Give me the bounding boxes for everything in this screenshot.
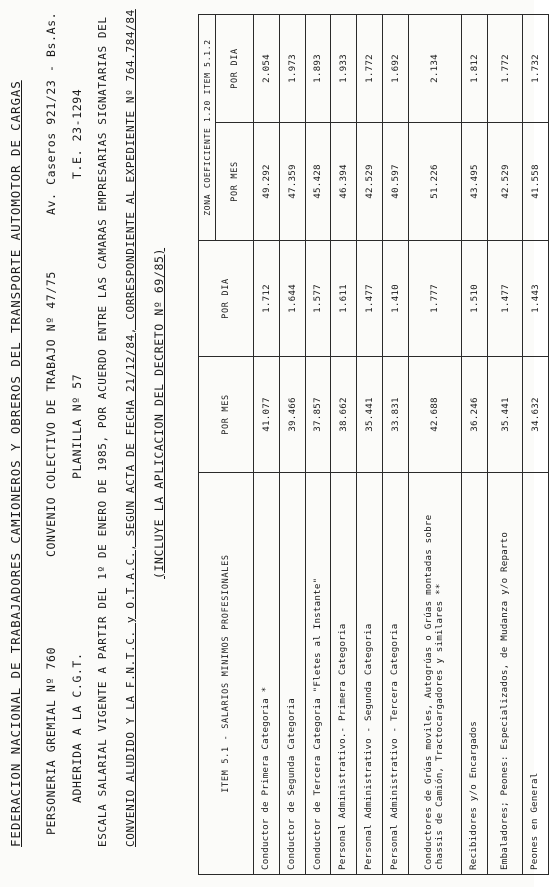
col-header-dia: POR DIA <box>199 241 254 357</box>
cell-zona-por-dia: 1.893 <box>305 15 331 123</box>
cell-zona-por-mes: 41.558 <box>523 123 549 241</box>
cell-por-dia: 1.611 <box>331 241 357 357</box>
table-row <box>488 15 523 875</box>
table-row <box>279 15 305 875</box>
cell-zona-por-dia: 1.692 <box>382 15 408 123</box>
cell-por-dia: 1.712 <box>254 241 280 357</box>
cell-por-dia: 1.443 <box>523 241 549 357</box>
cell-por-dia: 1.644 <box>279 241 305 357</box>
cell-zona-por-dia: 1.772 <box>488 15 523 123</box>
cell-por-mes: 42.688 <box>408 357 462 473</box>
row-label: Conductores de Grúas moviles, Autogrúas o Grúas montadas sobre chassis de Camión, Tractocargadores y similares ** <box>408 473 462 875</box>
row-label: Personal Administrativo - Tercera Categoria <box>382 473 408 875</box>
cell-zona-por-mes: 43.495 <box>462 123 488 241</box>
row-label: Recibidores y/o Encargados <box>462 473 488 875</box>
cell-zona-por-dia: 1.732 <box>523 15 549 123</box>
cell-por-dia: 1.777 <box>408 241 462 357</box>
cell-por-mes: 33.831 <box>382 357 408 473</box>
table-row <box>305 15 331 875</box>
cell-por-mes: 35.441 <box>357 357 383 473</box>
cell-por-dia: 1.510 <box>462 241 488 357</box>
cell-zona-por-mes: 42.529 <box>488 123 523 241</box>
row-label: Personal Administrativo.- Primera Categoria <box>331 473 357 875</box>
telephone-text: T.E. 23-1294 <box>70 88 84 179</box>
cell-zona-por-mes: 46.394 <box>331 123 357 241</box>
zone-header: ZONA COEFICIENTE 1.20 ITEM 5.1.2 <box>199 15 216 241</box>
table-body <box>254 15 549 875</box>
cell-por-mes: 41.077 <box>254 357 280 473</box>
federation-title: FEDERACION NACIONAL DE TRABAJADORES CAMIONEROS Y OBREROS DEL TRANSPORTE AUTOMOTOR DE CARGAS <box>8 80 23 847</box>
cell-por-mes: 37.857 <box>305 357 331 473</box>
cell-zona-por-dia: 1.772 <box>357 15 383 123</box>
adherida-text: ADHERIDA A LA C.G.T. <box>70 652 84 803</box>
cell-zona-por-mes: 40.597 <box>382 123 408 241</box>
cell-zona-por-mes: 45.428 <box>305 123 331 241</box>
convenio-aludido-text: CONVENIO ALUDIDO Y LA F.N.T.C. y O.T.A.C., SEGUN ACTA DE FECHA 21/12/84, CORRESPONDIENTE AL EXPEDIENTE Nº 764.784/84 <box>124 9 137 847</box>
address-text: Av. Caseros 921/23 - Bs.As. <box>44 11 58 215</box>
col-header-mes: POR MES <box>199 357 254 473</box>
salary-table <box>198 14 549 875</box>
cell-por-mes: 36.246 <box>462 357 488 473</box>
item-header: ITEM 5.1 - SALARIOS MINIMOS PROFESIONALES <box>199 473 254 875</box>
cell-por-dia: 1.410 <box>382 241 408 357</box>
row-label: Peones en General <box>523 473 549 875</box>
cell-zona-por-mes: 42.529 <box>357 123 383 241</box>
cell-por-mes: 39.466 <box>279 357 305 473</box>
cell-por-dia: 1.477 <box>357 241 383 357</box>
cell-por-mes: 35.441 <box>488 357 523 473</box>
table-row <box>408 15 462 875</box>
cell-zona-por-dia: 2.054 <box>254 15 280 123</box>
cell-zona-por-dia: 1.973 <box>279 15 305 123</box>
row-label: Personal Administrativo - Segunda Categoria <box>357 473 383 875</box>
table-header-row <box>199 15 216 875</box>
cell-zona-por-mes: 51.226 <box>408 123 462 241</box>
cell-por-mes: 34.632 <box>523 357 549 473</box>
personeria-text: PERSONERIA GREMIAL Nº 760 <box>44 646 58 835</box>
zone-col-header-dia: POR DIA <box>216 15 254 123</box>
cell-zona-por-mes: 47.359 <box>279 123 305 241</box>
table-row <box>331 15 357 875</box>
planilla-text: PLANILLA Nº 57 <box>70 373 84 479</box>
escala-text: ESCALA SALARIAL VIGENTE A PARTIR DEL 1º DE ENERO DE 1985, POR ACUERDO ENTRE LAS CAMARAS EMPRESARIAS SIGNATARIAS DEL <box>96 16 109 847</box>
cell-zona-por-dia: 2.134 <box>408 15 462 123</box>
row-label: Conductor de Primera Categoria * <box>254 473 280 875</box>
cell-zona-por-dia: 1.933 <box>331 15 357 123</box>
table-row <box>462 15 488 875</box>
cell-por-mes: 38.662 <box>331 357 357 473</box>
cell-por-dia: 1.577 <box>305 241 331 357</box>
cell-zona-por-mes: 49.292 <box>254 123 280 241</box>
zone-col-header-mes: POR MES <box>216 123 254 241</box>
table-row <box>254 15 280 875</box>
incluye-text: (INCLUYE LA APLICACION DEL DECRETO Nº 69/85) <box>152 247 166 579</box>
convenio-text: CONVENIO COLECTIVO DE TRABAJO Nº 47/75 <box>44 271 58 557</box>
row-label: Embaladores; Peones: Especializados, de Mudanza y/o Reparto <box>488 473 523 875</box>
table-row <box>523 15 549 875</box>
cell-zona-por-dia: 1.812 <box>462 15 488 123</box>
row-label: Conductor de Segunda Categoria <box>279 473 305 875</box>
row-label: Conductor de Tercera Categoria "Fletes al Instante" <box>305 473 331 875</box>
table-row <box>382 15 408 875</box>
table-row <box>357 15 383 875</box>
cell-por-dia: 1.477 <box>488 241 523 357</box>
